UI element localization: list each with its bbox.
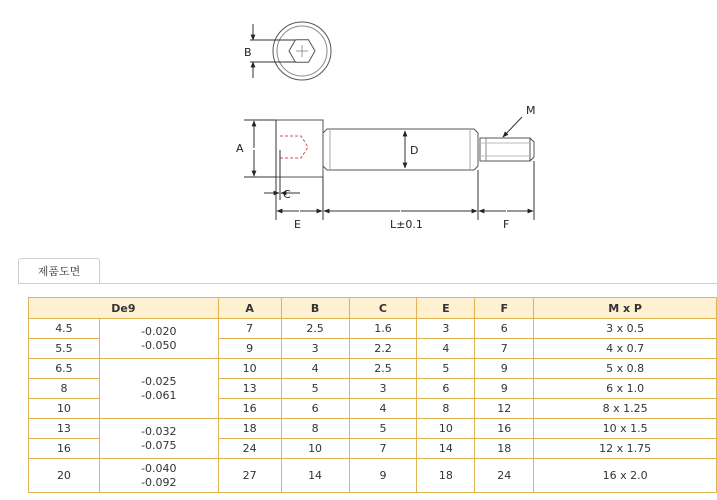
cell-d: 6.5 xyxy=(29,359,100,379)
cell-f: 24 xyxy=(475,459,534,493)
spec-table xyxy=(28,297,717,493)
cell-e: 6 xyxy=(417,379,475,399)
label-d: D xyxy=(410,144,419,157)
header-b: B xyxy=(281,298,349,319)
socket-hidden-lines xyxy=(280,136,308,158)
cell-e: 14 xyxy=(417,439,475,459)
label-c: C xyxy=(283,188,291,201)
cell-tolerance xyxy=(99,359,218,419)
cell-c: 5 xyxy=(349,419,417,439)
table-header-row xyxy=(29,298,717,319)
cell-c: 7 xyxy=(349,439,417,459)
cell-e: 3 xyxy=(417,319,475,339)
label-l: L±0.1 xyxy=(390,218,423,231)
tab-product-drawing[interactable]: 제품도면 xyxy=(18,258,100,283)
header-e: E xyxy=(417,298,475,319)
cell-d: 20 xyxy=(29,459,100,493)
table-row xyxy=(29,419,717,439)
cell-tolerance xyxy=(99,459,218,493)
cell-c: 2.2 xyxy=(349,339,417,359)
cell-a: 18 xyxy=(218,419,281,439)
tolerance-upper: -0.025 xyxy=(141,374,177,388)
cell-mp: 8 x 1.25 xyxy=(534,399,717,419)
tolerance-lower: -0.075 xyxy=(141,438,177,452)
cell-b: 3 xyxy=(281,339,349,359)
cell-c: 1.6 xyxy=(349,319,417,339)
cell-b: 8 xyxy=(281,419,349,439)
cell-tolerance xyxy=(99,319,218,359)
cell-b: 10 xyxy=(281,439,349,459)
tolerance-lower: -0.092 xyxy=(141,475,177,489)
cell-d: 13 xyxy=(29,419,100,439)
cell-f: 16 xyxy=(475,419,534,439)
tolerance-upper: -0.020 xyxy=(141,324,177,338)
cell-e: 5 xyxy=(417,359,475,379)
cell-b: 14 xyxy=(281,459,349,493)
tolerance-lower: -0.061 xyxy=(141,388,177,402)
tolerance-lower: -0.050 xyxy=(141,338,177,352)
cell-mp: 12 x 1.75 xyxy=(534,439,717,459)
cell-c: 2.5 xyxy=(349,359,417,379)
cell-mp: 16 x 2.0 xyxy=(534,459,717,493)
cell-a: 16 xyxy=(218,399,281,419)
cell-d: 4.5 xyxy=(29,319,100,339)
cell-f: 9 xyxy=(475,359,534,379)
header-a: A xyxy=(218,298,281,319)
cell-b: 6 xyxy=(281,399,349,419)
cell-c: 4 xyxy=(349,399,417,419)
header-c: C xyxy=(349,298,417,319)
tab-bar xyxy=(18,258,717,284)
label-b: B xyxy=(244,46,252,59)
tab-divider xyxy=(18,283,717,284)
cell-d: 16 xyxy=(29,439,100,459)
cell-e: 10 xyxy=(417,419,475,439)
cell-c: 9 xyxy=(349,459,417,493)
cell-mp: 5 x 0.8 xyxy=(534,359,717,379)
leader-m xyxy=(503,117,522,137)
cell-mp: 4 x 0.7 xyxy=(534,339,717,359)
cell-a: 9 xyxy=(218,339,281,359)
cell-f: 7 xyxy=(475,339,534,359)
cell-f: 9 xyxy=(475,379,534,399)
table-row xyxy=(29,459,717,493)
bolt-thread xyxy=(480,138,530,161)
cell-f: 12 xyxy=(475,399,534,419)
cell-b: 2.5 xyxy=(281,319,349,339)
cell-a: 10 xyxy=(218,359,281,379)
tolerance-upper: -0.040 xyxy=(141,461,177,475)
cell-e: 18 xyxy=(417,459,475,493)
cell-b: 4 xyxy=(281,359,349,379)
header-mxp: M x P xyxy=(534,298,717,319)
cell-d: 8 xyxy=(29,379,100,399)
cell-c: 3 xyxy=(349,379,417,399)
cell-tolerance xyxy=(99,419,218,459)
cell-a: 24 xyxy=(218,439,281,459)
cell-d: 10 xyxy=(29,399,100,419)
top-view xyxy=(250,22,331,80)
bolt-head xyxy=(276,120,323,177)
label-e: E xyxy=(294,218,301,231)
label-a: A xyxy=(236,142,244,155)
cell-f: 18 xyxy=(475,439,534,459)
label-m: M xyxy=(526,104,536,117)
cell-a: 7 xyxy=(218,319,281,339)
cell-e: 8 xyxy=(417,399,475,419)
cell-f: 6 xyxy=(475,319,534,339)
cell-e: 4 xyxy=(417,339,475,359)
table-row xyxy=(29,359,717,379)
table-row xyxy=(29,319,717,339)
label-f: F xyxy=(503,218,510,231)
cell-a: 13 xyxy=(218,379,281,399)
tolerance-upper: -0.032 xyxy=(141,424,177,438)
cell-mp: 10 x 1.5 xyxy=(534,419,717,439)
header-de9: De9 xyxy=(29,298,219,319)
cell-mp: 6 x 1.0 xyxy=(534,379,717,399)
header-f: F xyxy=(475,298,534,319)
cell-b: 5 xyxy=(281,379,349,399)
cell-a: 27 xyxy=(218,459,281,493)
bolt-shoulder xyxy=(323,129,478,170)
cell-mp: 3 x 0.5 xyxy=(534,319,717,339)
cell-d: 5.5 xyxy=(29,339,100,359)
